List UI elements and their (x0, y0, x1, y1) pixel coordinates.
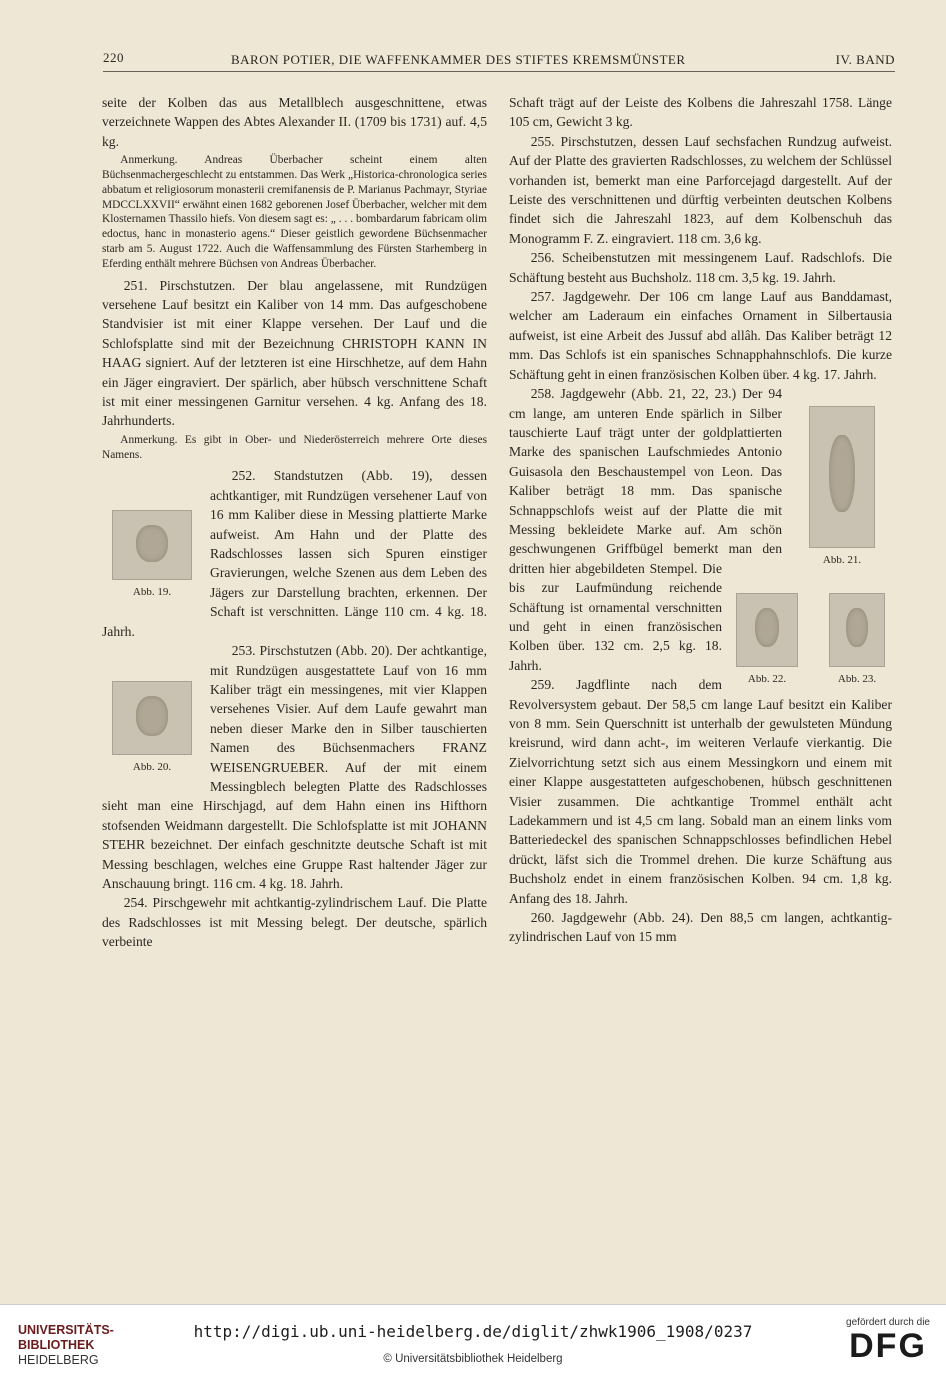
paragraph: Schaft trägt auf der Leiste des Kolbens die Jahreszahl 1758. Länge 105 cm, Gewicht 3 kg. (509, 95, 892, 130)
paragraph-258: 258. Jagdgewehr (Abb. 21, 22, 23.) Der 94 cm lange, am unteren Ende spärlich in Silber tauschierte Lauf trägt unter der goldplattierten Marke des spanischen Laufschmiedes Antonio Guisasola den Beschaustempel von Leon. Das Kaliber beträgt 18 mm. Das spanische Schnappschlofs weist auf der Platte die mit Messing bekleidete Marke auf. Am schön geschwungenen Griffbügel bemerkt man den dritten hier abgebildeten Stempel. Die bis zur Laufmündung reichende Schäftung ist ornamental verschnitten und geht in einen französischen Kolben über. 132 cm. 2,5 kg. 18. Jahrh. (509, 386, 782, 673)
figure-19 (102, 510, 202, 602)
running-header (103, 50, 895, 72)
copyright-notice: © Universitätsbibliothek Heidelberg (383, 1353, 563, 1365)
figure-20 (102, 681, 202, 777)
figure-20-image (112, 681, 192, 755)
figure-23-caption: Abb. 23. (837, 672, 877, 685)
paragraph: seite der Kolben das aus Metallblech ausgeschnittene, etwas verzeichnete Wappen des Abtes Alexander II. (1709 bis 1731) auf. 4,5 kg. (102, 95, 487, 149)
figure-21 (792, 406, 892, 570)
paragraph-254: 254. Pirschgewehr mit achtkantig-zylindrischem Lauf. Die Platte des Radschlosses ist mit Messing belegt. Der deutsche, spärlich verbeinte (102, 895, 487, 950)
figure-19-caption: Abb. 19. (132, 586, 172, 599)
library-name-line: UNIVERSITÄTS- (18, 1323, 114, 1337)
figure-23 (822, 593, 892, 689)
paragraph-252: 252. Standstutzen (Abb. 19), dessen achtkantiger, mit Rundzügen versehener Lauf von 16 mm Kaliber diese in Messing plattierte Marke aufweist. Am Hahn und der Platte des Radschlosses lassen sich Spuren einstiger Gravierungen, welche Szenen aus dem Leben des Jägers zur Darstellung brachten, erkennen. Der Schaft ist verschnitten. Länge 110 cm. 4 kg. 18. Jahrh. (102, 468, 487, 639)
paragraph-251: 251. Pirschstutzen. Der blau angelassene, mit Rundzügen versehene Lauf besitzt ein Kaliber von 14 mm. Das aufgeschobene Standvisier ist mit einer Klappe versehen. Der Lauf und die Schlofsplatte sind mit der Bezeichnung CHRISTOPH KANN IN HAAG signiert. Auf der letzteren ist eine Hirschhetze, auf dem Hahn ein Jäger eingraviert. Der spärlich, aber hübsch verschnittene Schaft ist mit einer messingenen Garnitur versehen. 4 kg. Anfang des 18. Jahrhunderts. (102, 277, 487, 429)
library-name-line: BIBLIOTHEK (18, 1338, 95, 1352)
figure-22-caption: Abb. 22. (747, 672, 787, 685)
figure-22-image (736, 593, 798, 667)
running-title: BARON POTIER, DIE WAFFENKAMMER DES STIFTES KREMSMÜNSTER (231, 52, 686, 67)
figure-20-caption: Abb. 20. (132, 761, 172, 774)
right-column (509, 93, 892, 947)
viewer-footer (0, 1304, 946, 1379)
figures-22-23 (732, 593, 892, 689)
figure-19-image (112, 510, 192, 580)
library-name-line: HEIDELBERG (18, 1353, 99, 1367)
figure-22 (732, 593, 802, 689)
footnote: Anmerkung. Es gibt in Ober- und Niederösterreich mehrere Orte dieses Namens. (102, 433, 487, 461)
funding-note: gefördert durch die (846, 1317, 930, 1328)
paragraph-255: 255. Pirschstutzen, dessen Lauf sechsfachen Rundzug aufweist. Auf der Platte des gravierten Radschlosses, zu welchem der Schlüssel vorhanden ist, bemerkt man eine Parforcejagd dargestellt. Auf der Leiste des verschnittenen und dürftig verbeinten deutschen Kolbens findet sich die Jahreszahl 1823, auf dem Kolbenschuh das Monogramm F. Z. eingraviert. 118 cm. 3,6 kg. (509, 133, 892, 246)
figure-21-caption: Abb. 21. (822, 554, 862, 567)
figure-21-image (809, 406, 875, 548)
paragraph-253: 253. Pirschstutzen (Abb. 20). Der achtkantige, mit Rundzügen ausgestattete Lauf von 16 mm Kaliber trägt ein messingenes, mit vier Klappen versehenes Visier. Auf dem Laufe gewahrt man neben dieser Marke den in Silber tauschierten Namen des Büchsenmachers FRANZ WEISENGRUEBER. Auf der mit einem Messingblech belegten Platte des Radschlosses sieht man eine Hirschjagd, auf dem Hahn einen ins Hifthorn stofsenden Weidmann dargestellt. Die Schlofsplatte ist mit JOHANN STEHR bezeichnet. Der einfach geschnitzte deutsche Schaft ist mit Messing beschlagen, welches eine Gruppe Rast haltender Jäger zur Anschauung bringt. 116 cm. 4 kg. 18. Jahrh. (102, 643, 487, 891)
paragraph-256: 256. Scheibenstutzen mit messingenem Lauf. Radschlofs. Die Schäftung besteht aus Buchsholz. 118 cm. 3,5 kg. 19. Jahrh. (509, 250, 892, 285)
paragraph-259: 259. Jagdflinte nach dem Revolversystem gebaut. Der 58,5 cm lange Lauf besitzt ein Kaliber von 8 mm. Sein Querschnitt ist unterhalb der gewulsteten Mündung kreisrund, wird dann acht-, im weiteren Verlaufe vierkantig. Die Zielvorrichtung setzt sich aus einem Messingkorn und einem mit einer Klappe ausgestatteten aufgeschobenen, hübsch geschnittenen Visier zusammen. Die achtkantige Trommel enthält acht Ladekammern und ist 4,5 cm lang. Sobald man an einem links vom Batteriedeckel des spanischen Schnappschlosses befindlichen Hebel drückt, läfst sich die Trommel drehen. Die kurze Schäftung aus Buchsholz endet in einem französischen Kolben. 94 cm. 1,8 kg. Anfang des 18. Jahrh. (509, 677, 892, 906)
left-column (102, 93, 487, 952)
figure-23-image (829, 593, 885, 667)
footnote: Anmerkung. Andreas Überbacher scheint einem alten Büchsenmachergeschlecht zu entstammen. Das Werk „Historica-chronologica series abbatum et religiosorum monasterii cremifanensis de P. Marianus Pachmayr, Styriae MDCCLXXVII“ erwähnt einen 1682 geborenen Josef Überbacher, welcher mit dem Klosternamen Thassilo hiefs. Von diesem sagt es: „ . . . bombardarum fabricam olim edoctus, hanc in monasterio agens.“ Dieser geistlich gewordene Büchsenmacher starb am 5. August 1722. Auch die Waffensammlung des Fürsten Starhemberg in Eferding enthält mehrere Büchsen von Andreas Überbacher. (102, 154, 487, 270)
page-number: 220 (103, 50, 124, 65)
permalink-url[interactable]: http://digi.ub.uni-heidelberg.de/diglit/zhwk1906_1908/0237 (193, 1322, 753, 1341)
volume-label: IV. BAND (835, 52, 895, 67)
header-rule (103, 71, 895, 72)
dfg-logo[interactable] (846, 1317, 930, 1364)
paragraph-260: 260. Jagdgewehr (Abb. 24). Den 88,5 cm langen, achtkantig-zylindrischen Lauf von 15 mm (509, 910, 892, 945)
paragraph-257: 257. Jagdgewehr. Der 106 cm lange Lauf aus Banddamast, welcher am Laderaum ein einfaches Ornament in Silbertausia aufweist, ist eine Arbeit des Jussuf abd allâh. Das Kaliber beträgt 12 mm. Das Schlofs ist ein spanisches Schnapphahnschlofs. Die kurze Schäftung geht in einen französischen Kolben über. 4 kg. 17. Jahrh. (509, 289, 892, 382)
funder-name: DFG (849, 1327, 927, 1365)
